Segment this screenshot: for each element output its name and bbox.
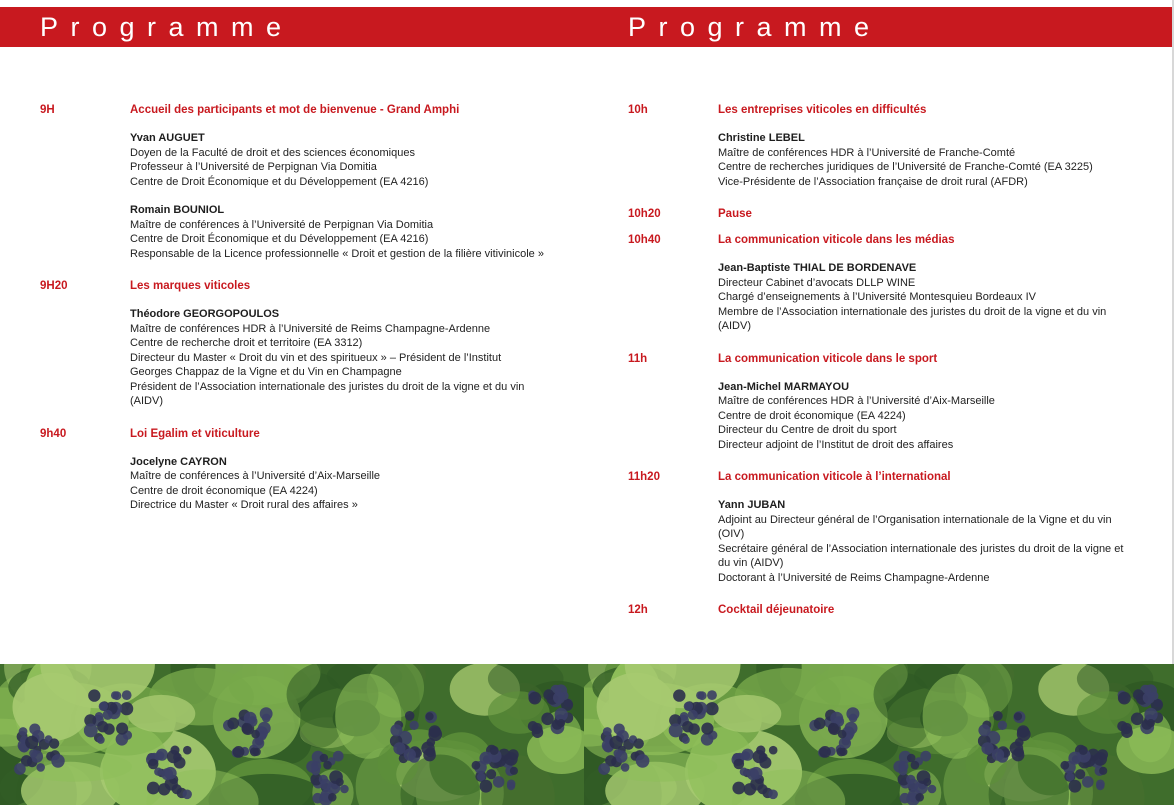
session-time: 11h	[628, 352, 648, 365]
speaker-affiliation: Adjoint au Directeur général de l’Organisation internationale de la Vigne et du vin (OIV)	[718, 513, 1112, 540]
programme-item	[628, 470, 1138, 585]
speaker	[718, 498, 1138, 585]
programme-page-left	[0, 0, 584, 805]
session-title: Cocktail déjeunatoire	[718, 604, 835, 616]
programme-item	[628, 233, 1138, 334]
programme-title: Programme	[40, 12, 294, 42]
session-content	[718, 233, 1138, 334]
speaker	[130, 455, 560, 513]
programme-item	[40, 103, 560, 261]
speaker-name: Jean-Baptiste THIAL DE BORDENAVE	[718, 262, 917, 274]
speaker	[718, 131, 1138, 189]
session-time: 12h	[628, 604, 648, 616]
session-content	[130, 427, 560, 513]
session-time: 10h	[628, 104, 648, 116]
programme-item	[628, 207, 1138, 221]
speaker-affiliation: Doctorant à l’Université de Reims Champagne-Ardenne	[718, 571, 990, 584]
speaker-affiliation: Centre de droit économique (EA 4224)	[130, 484, 318, 497]
programme-item	[40, 427, 560, 513]
speaker-affiliation: Directeur Cabinet d’avocats DLLP WINE	[718, 276, 916, 289]
speaker-affiliation: Directrice du Master « Droit rural des affaires »	[130, 499, 358, 511]
session-title: Les entreprises viticoles en difficultés	[718, 104, 927, 116]
speaker-affiliation: Georges Chappaz de la Vigne et du Vin en Champagne	[130, 366, 402, 378]
speaker-affiliation: Responsable de la Licence professionnelle « Droit et gestion de la filière vitivinicole »	[130, 247, 544, 260]
session-title: La communication viticole dans le sport	[718, 352, 938, 365]
programme-list	[628, 103, 1138, 629]
session-content	[718, 103, 1138, 189]
speaker-affiliation: Maître de conférences HDR à l’Université de Franche-Comté	[718, 146, 1016, 159]
programme-banner	[0, 7, 584, 47]
programme-page-right	[584, 0, 1174, 805]
vineyard-grapes-photo	[584, 664, 1174, 805]
speaker-name: Jocelyne CAYRON	[130, 455, 227, 468]
programme-title: Programme	[628, 12, 882, 42]
speaker-name: Jean-Michel MARMAYOU	[718, 380, 850, 393]
programme-item	[628, 603, 1138, 617]
programme-item	[628, 352, 1138, 453]
session-title: Accueil des participants et mot de bienvenue - Grand Amphi	[130, 104, 460, 116]
speaker-affiliation: Directeur du Master « Droit du vin et des spiritueux » – Président de l’Institut	[130, 351, 502, 364]
speaker-name: Théodore GEORGOPOULOS	[130, 308, 280, 320]
session-content	[718, 207, 1138, 221]
session-content	[718, 470, 1138, 585]
speaker-affiliation: Maître de conférences HDR à l’Université de Reims Champagne-Ardenne	[130, 322, 491, 335]
speaker-affiliation: Professeur à l’Université de Perpignan Via Domitia	[130, 161, 377, 173]
speaker	[130, 203, 560, 261]
speaker-affiliation: Vice-Présidente de l’Association française de droit rural (AFDR)	[718, 175, 1028, 188]
session-time: 9H20	[40, 280, 68, 292]
vineyard-grapes-photo	[0, 664, 584, 805]
programme-banner	[584, 7, 1172, 47]
session-title: Les marques viticoles	[130, 280, 251, 292]
session-content	[130, 103, 560, 261]
session-title: La communication viticole à l’international	[718, 471, 951, 483]
speaker-name: Christine LEBEL	[718, 132, 805, 144]
speaker-affiliation: Centre de Droit Économique et du Développement (EA 4216)	[130, 233, 429, 245]
session-time: 10h40	[628, 234, 661, 246]
speaker-affiliation: Membre de l’Association internationale des juristes du droit de la vigne et du vin (AIDV)	[718, 305, 1107, 332]
speaker-affiliation: Directeur du Centre de droit du sport	[718, 424, 897, 436]
speaker-affiliation: Centre de Droit Économique et du Développement (EA 4216)	[130, 175, 429, 188]
session-time: 9H	[40, 104, 55, 116]
speaker-affiliation: Secrétaire général de l’Association internationale des juristes du droit de la vigne et du vin (AIDV)	[718, 542, 1124, 569]
speaker-affiliation: Maître de conférences à l’Université de Perpignan Via Domitia	[130, 218, 434, 231]
speaker	[718, 380, 1138, 453]
speaker-name: Romain BOUNIOL	[130, 204, 225, 216]
speaker-affiliation: Doyen de la Faculté de droit et des sciences économiques	[130, 146, 415, 159]
speaker-affiliation: Chargé d’enseignements à l’Université Montesquieu Bordeaux IV	[718, 291, 1036, 303]
speaker	[130, 307, 560, 409]
speaker-affiliation: Maître de conférences HDR à l’Université d’Aix-Marseille	[718, 395, 995, 407]
speaker-name: Yvan AUGUET	[130, 132, 205, 144]
speaker	[718, 261, 1138, 334]
session-time: 9h40	[40, 427, 67, 440]
programme-list	[40, 103, 560, 531]
speaker-affiliation: Président de l’Association internationale des juristes du droit de la vigne et du vin (AIDV)	[130, 380, 525, 407]
speaker	[130, 131, 560, 189]
session-content	[718, 352, 1138, 453]
session-title: Pause	[718, 208, 752, 220]
session-time: 10h20	[628, 208, 661, 220]
session-time: 11h20	[628, 471, 660, 483]
speaker-affiliation: Centre de droit économique (EA 4224)	[718, 409, 906, 422]
session-title: Loi Egalim et viticulture	[130, 427, 260, 440]
programme-item	[40, 279, 560, 409]
speaker-affiliation: Centre de recherches juridiques de l’Université de Franche-Comté (EA 3225)	[718, 161, 1093, 173]
speaker-affiliation: Maître de conférences à l’Université d’Aix-Marseille	[130, 470, 381, 482]
session-content	[718, 603, 1138, 617]
session-title: La communication viticole dans les médias	[718, 234, 955, 246]
programme-item	[628, 103, 1138, 189]
speaker-affiliation: Directeur adjoint de l’Institut de droit des affaires	[718, 438, 954, 451]
speaker-affiliation: Centre de recherche droit et territoire (EA 3312)	[130, 337, 363, 349]
session-content	[130, 279, 560, 409]
speaker-name: Yann JUBAN	[718, 499, 786, 511]
